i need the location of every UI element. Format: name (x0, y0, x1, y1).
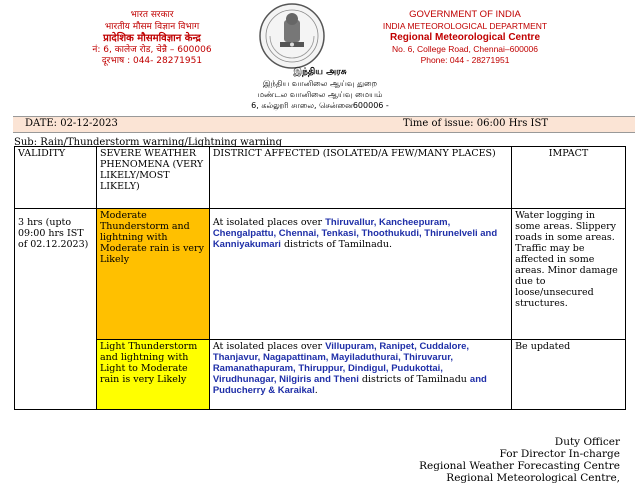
district-cell-2 (209, 340, 511, 410)
district-mid: districts of Tamilnadu (358, 374, 470, 385)
imd-name: INDIA METEOROLOGICAL DEPARTMENT (382, 20, 548, 31)
date-bar (13, 116, 635, 133)
phenomena-cell-1: Moderate Thunderstorm and lightning with Moderate rain is very Likely (96, 209, 209, 340)
footer-line-3: Regional Weather Forecasting Centre (419, 460, 620, 472)
district-list-2: Villupuram, Ranipet, Cuddalore, Thanjavur, Nagapattinam, Mayiladuthurai, Thiruvarur, Ramanathapuram, Thiruppur, Dindigul, Pudukottai, Virudhunagar, Nilgiris and Theni (212, 341, 470, 385)
table-row (15, 209, 626, 340)
phone: Phone: 044 - 28271951 (420, 55, 510, 65)
hindi-line-5: दूरभाष : 044- 28271951 (101, 56, 203, 66)
district-list-1: Thiruvallur, Kancheepuram, Chengalpattu, Chennai, Tenkasi, Thoothukudi, Thirunelveli and Kanniyakumari (212, 217, 498, 250)
district-prefix: At isolated places over (212, 217, 326, 228)
header-validity: VALIDITY (15, 147, 97, 209)
validity-cell: 3 hrs (upto 09:00 hrs IST of 02.12.2023) (15, 209, 97, 410)
header-severe: SEVERE WEATHER PHENOMENA (VERY LIKELY/MOST LIKELY) (96, 147, 209, 209)
district-prefix: At isolated places over (212, 341, 326, 352)
district-and: and (469, 374, 487, 385)
hindi-line-3: प्रादेशिक मौसमविज्ञान केन्द्र (103, 33, 201, 44)
gov-of-india: GOVERNMENT OF INDIA (409, 9, 521, 20)
table-header-row (15, 147, 626, 209)
rmc-name: Regional Meteorological Centre (389, 32, 541, 43)
warning-table (14, 146, 626, 410)
tamil-line-3: மண்டல வானிலை ஆய்வு மையம் (257, 90, 383, 99)
footer-line-4: Regional Meteorological Centre, (446, 472, 620, 484)
footer-line-2: For Director In-charge (499, 448, 620, 460)
issue-date: DATE: 02-12-2023 (25, 118, 118, 129)
hindi-line-2: भारतीय मौसम विज्ञान विभाग (104, 21, 200, 32)
impact-cell-2: Be updated (512, 340, 626, 410)
header-tamil (220, 67, 420, 111)
district-list-3: Puducherry & Karaikal (212, 385, 315, 396)
hindi-line-1: भारत सरकार (130, 10, 174, 20)
national-emblem-icon (258, 2, 326, 70)
header-hindi (52, 10, 252, 68)
tamil-line-1: இந்திய அரசு (293, 67, 347, 77)
impact-cell-1: Water logging in some areas. Slippery roads in some areas. Traffic may be affected in some areas. Minor damage due to loose/unsecured structures. (512, 209, 626, 340)
table-row (15, 340, 626, 410)
hindi-line-4: नं: 6, कालेज रोड, चेन्नै – 600006 (92, 44, 212, 55)
header-district: DISTRICT AFFECTED (ISOLATED/A FEW/MANY PLACES) (209, 147, 511, 209)
subject-line: Sub: Rain/Thunderstorm warning/Lightning warning (14, 137, 282, 148)
district-cell-1 (209, 209, 511, 340)
header-english (352, 9, 578, 67)
issue-time: Time of issue: 06:00 Hrs IST (403, 118, 548, 129)
tamil-line-2: இந்திய வானிலை ஆய்வு துறை (262, 79, 378, 88)
signature-block (419, 436, 620, 484)
address: No. 6, College Road, Chennai–600006 (391, 43, 539, 54)
district-suffix: . (314, 385, 318, 396)
header-impact: IMPACT (512, 147, 626, 209)
tamil-line-4: 6, கல்லூரி சாலை, சென்னை600006 - (251, 101, 389, 110)
district-suffix: districts of Tamilnadu. (280, 239, 392, 250)
footer-line-1: Duty Officer (554, 436, 620, 448)
phenomena-cell-2: Light Thunderstorm and lightning with Light to Moderate rain is very Likely (96, 340, 209, 410)
